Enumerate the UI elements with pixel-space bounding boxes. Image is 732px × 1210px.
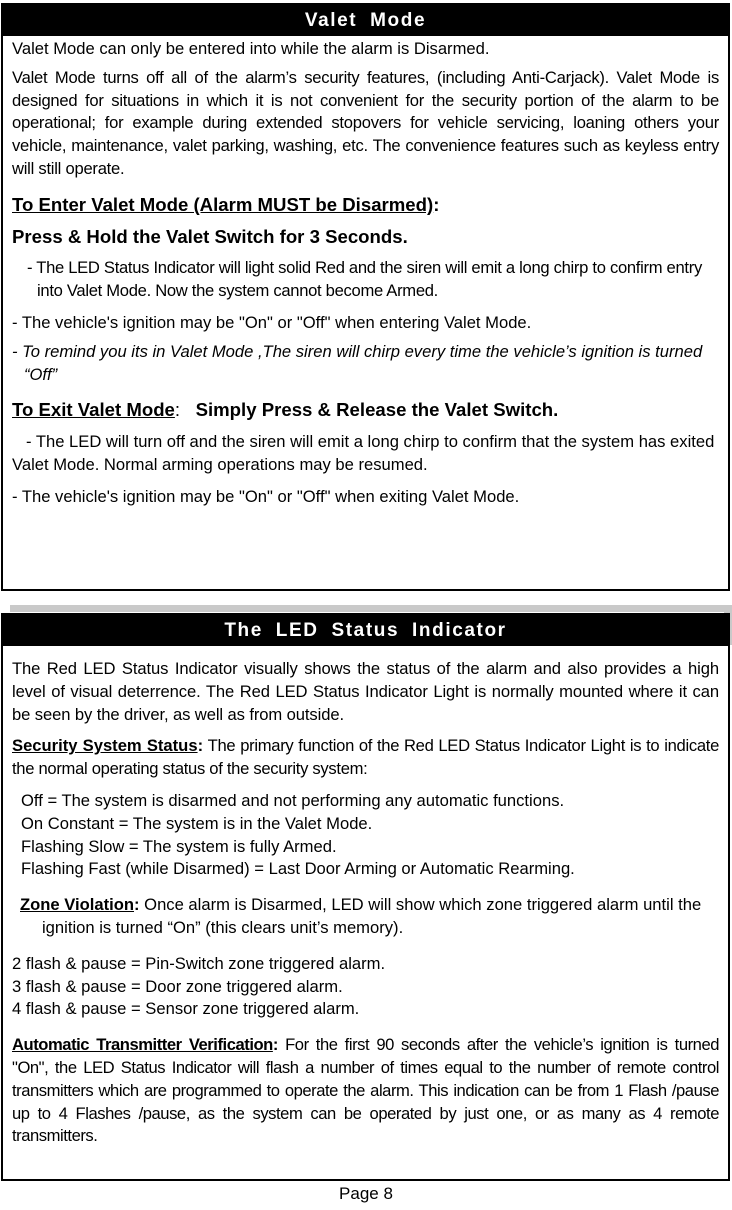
valet-mode-section <box>1 3 730 591</box>
led-status-header: The LED Status Indicator <box>3 615 728 646</box>
enter-valet-heading-line <box>12 194 719 217</box>
security-status-colon: : <box>197 736 204 756</box>
exit-valet-note-1: - The LED will turn off and the siren will emit a long chirp to confirm that the system has exited Valet Mode. Normal arming operations may be resumed. <box>12 432 715 474</box>
zone-violation-paragraph <box>12 894 719 940</box>
status-list-item: Off = The system is disarmed and not performing any automatic functions. <box>21 790 565 810</box>
exit-valet-line <box>12 399 719 422</box>
led-status-section <box>1 613 730 1181</box>
flash-list-item: 3 flash & pause = Door zone triggered alarm. <box>12 976 343 996</box>
status-list-item: Flashing Slow = The system is fully Armed. <box>21 836 337 856</box>
enter-valet-colon: : <box>433 193 440 215</box>
divider-shadow <box>10 605 732 612</box>
led-intro: The Red LED Status Indicator visually shows the status of the alarm and also provides a high level of visual deterrence. The Red LED Status Indicator Light is normally mounted where it can be seen by the driver, as well as from outside. <box>12 659 719 724</box>
valet-intro-2: Valet Mode turns off all of the alarm’s security features, (including Anti-Carjack). Valet Mode is designed for situations in which it is not convenient for the security portion of the alarm to be operational; for example during extended stopovers for vehicle servicing, loaning others your vehicle, maintenance, valet parking, washing, etc. The convenience features such as keyless entry will still operate. <box>12 67 719 178</box>
exit-valet-action: Simply Press & Release the Valet Switch. <box>195 399 559 421</box>
status-list <box>12 790 719 881</box>
flash-list <box>12 953 719 1021</box>
status-list-item: On Constant = The system is in the Valet Mode. <box>21 813 373 833</box>
enter-valet-note-1: - The LED Status Indicator will light solid Red and the siren will emit a long chirp to confirm entry into Valet Mode. Now the system cannot become Armed. <box>27 258 702 301</box>
enter-valet-heading: To Enter Valet Mode (Alarm MUST be Disarmed) <box>12 193 434 215</box>
zone-violation-text: Once alarm is Disarmed, LED will show which zone triggered alarm until the ignition is turned “On” (this clears unit’s memory). <box>42 895 702 937</box>
valet-intro-1: Valet Mode can only be entered into while the alarm is Disarmed. <box>12 39 490 58</box>
zone-violation-label: Zone Violation <box>20 895 135 915</box>
exit-valet-colon: : <box>174 399 181 421</box>
auto-transmitter-text: For the first 90 seconds after the vehicle’s ignition is turned "On", the LED Status Indicator will flash a number of times equal to the number of remote control transmitters which are programmed to operate the alarm. This indication can be from 1 Flash /pause up to 4 Flashes /pause, as the system can be operated by just one, or as many as 4 remote transmitters. <box>12 1035 720 1146</box>
exit-valet-note-2: - The vehicle's ignition may be "On" or "Off" when exiting Valet Mode. <box>12 486 520 506</box>
flash-list-item: 4 flash & pause = Sensor zone triggered alarm. <box>12 999 360 1019</box>
exit-valet-heading: To Exit Valet Mode <box>12 399 175 421</box>
security-status-label: Security System Status <box>12 736 198 756</box>
status-list-item: Flashing Fast (while Disarmed) = Last Door Arming or Automatic Rearming. <box>21 859 575 879</box>
auto-transmitter-paragraph <box>12 1034 719 1148</box>
flash-list-item: 2 flash & pause = Pin-Switch zone triggered alarm. <box>12 953 386 973</box>
enter-valet-note-2: - The vehicle's ignition may be "On" or "Off" when entering Valet Mode. <box>12 312 532 332</box>
auto-transmitter-colon: : <box>272 1035 278 1055</box>
security-status-paragraph <box>12 735 719 781</box>
zone-violation-colon: : <box>134 895 140 915</box>
enter-valet-action: Press & Hold the Valet Switch for 3 Seconds. <box>12 225 408 247</box>
valet-mode-header: Valet Mode <box>3 5 728 36</box>
page-number: Page 8 <box>339 1184 393 1203</box>
security-status-text: The primary function of the Red LED Status Indicator Light is to indicate the normal operating status of the security system: <box>12 736 720 779</box>
enter-valet-note-3: - To remind you its in Valet Mode ,The siren will chirp every time the vehicle’s ignition is turned “Off” <box>12 341 703 384</box>
auto-transmitter-label: Automatic Transmitter Verification <box>12 1035 273 1055</box>
